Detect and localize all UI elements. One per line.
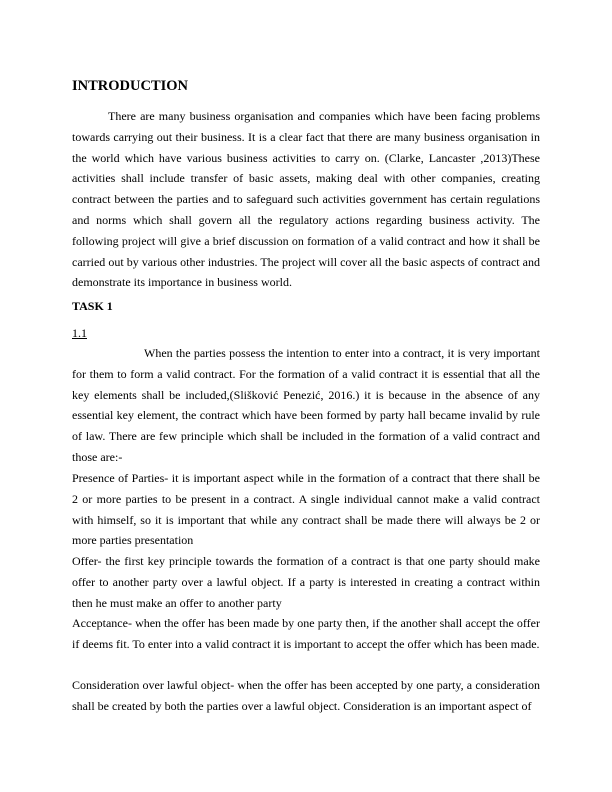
task-1-heading: TASK 1	[72, 299, 113, 313]
introduction-heading: INTRODUCTION	[72, 78, 189, 94]
offer-paragraph: Offer- the first key principle towards the formation of a contract is that one party should make offer to another party over a lawful object. If a party is interested in creating a contract within then he must make an offer to another party	[72, 554, 540, 610]
consideration-paragraph: Consideration over lawful object- when the offer has been accepted by one party, a consideration shall be created by both the parties over a lawful object. Consideration is an important aspect of	[72, 678, 540, 713]
introduction-paragraph: There are many business organisation and companies which have been facing problems towards carrying out their business. It is a clear fact that there are many business organisation in the world which have various business activities to carry on. (Clarke, Lancaster ,2013)These activities shall include transfer of basic assets, making deal with other companies, creating contract between the parties and to safeguard such activities government has certain regulations and norms which shall govern all the regulatory actions regarding business activity. The following project will give a brief discussion on formation of a valid contract and how it shall be carried out by various other industries. The project will cover all the basic aspects of contract and demonstrate its importance in business world.	[72, 109, 540, 290]
presence-of-parties-paragraph: Presence of Parties- it is important aspect while in the formation of a contract that there shall be 2 or more parties to be present in a contract. A single individual cannot make a valid contract with himself, so it is important that while any contract shall be made there will always be 2 or more parties presentation	[72, 471, 540, 548]
section-1-1-intro-paragraph: When the parties possess the intention to enter into a contract, it is very important for them to form a valid contract. For the formation of a valid contract it is essential that all the key elements shall be included,(Slišković Penezić, 2016.) it is because in the absence of any essential key element, the contract which have been formed by party hall became invalid by rule of law. There are few principle which shall be included in the formation of a valid contract and those are:-	[72, 346, 540, 464]
section-1-1-heading: 1.1	[72, 326, 87, 340]
acceptance-paragraph: Acceptance- when the offer has been made by one party then, if the another shall accept the offer if deems fit. To enter into a valid contract it is important to accept the offer which has been made.	[72, 616, 540, 651]
